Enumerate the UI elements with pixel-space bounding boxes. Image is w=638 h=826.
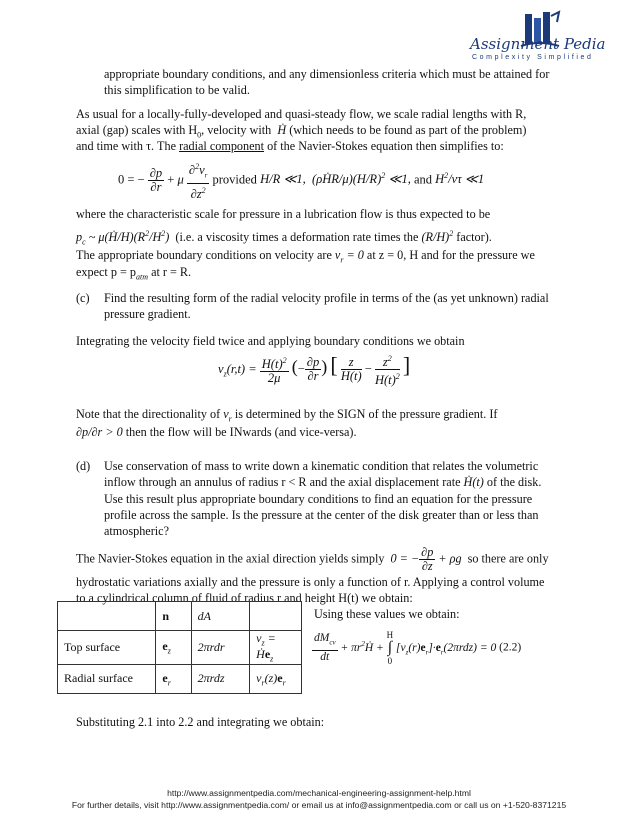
item-c-line1: Find the resulting form of the radial velocity profile in terms of the (as yet unknown) radial: [104, 291, 549, 305]
item-c-line2: pressure gradient.: [104, 307, 191, 321]
table-cell-n: $e_r$: [156, 664, 191, 693]
table-row: [58, 664, 302, 693]
table-header-cell: [250, 602, 302, 631]
table-header-cell: [58, 602, 156, 631]
para-pressure-line1: where the characteristic scale for pressure in a lubrication flow is thus expected to be: [76, 207, 491, 221]
para-ns-line3: to a cylindrical column of fluid of radius r and height H(t) we obtain:: [76, 591, 413, 605]
logo-tagline: Complexity Simplified: [472, 54, 594, 61]
logo-title: Assignment Pedia: [470, 35, 606, 53]
para-substituting: Substituting 2.1 into 2.2 and integrating we obtain:: [76, 715, 325, 729]
item-c-label: (c): [76, 291, 90, 305]
para-bc-line1: The appropriate boundary conditions on velocity are $v_r = 0$ at z = 0, H and for the pressure we: [76, 248, 535, 265]
para-intro-line1: appropriate boundary conditions, and any dimensionless criteria which must be attained for: [104, 67, 550, 81]
para-scale-line3: and time with τ. The radial component of the Navier-Stokes equation then simplifies to:: [76, 139, 504, 153]
para-note-line2: ∂p/∂r > 0 then the flow will be INwards (and vice-versa).: [76, 425, 357, 439]
para-scale-line2: axial (gap) scales with $H_0$, velocity with Ḣ (which needs to be found as part of the problem): [76, 123, 527, 140]
para-note-line1: Note that the directionality of $v_r$ is determined by the SIGN of the pressure gradient. If: [76, 407, 498, 424]
table-cell-v: $v_z$ = $Ḣe_z$: [250, 631, 302, 665]
footer-url[interactable]: http://www.assignmentpedia.com/mechanical-engineering-assignment-help.html: [167, 788, 471, 798]
para-integrating: Integrating the velocity field twice and applying boundary conditions we obtain: [76, 334, 465, 348]
table-header-da: dA: [191, 602, 250, 631]
table-cell-label: Radial surface: [58, 664, 156, 693]
table-cell-label: Top surface: [58, 631, 156, 665]
table-cell-n: $e_z$: [156, 631, 191, 665]
item-d-line3: Use this result plus appropriate boundary conditions to find an equation for the pressure: [104, 492, 533, 506]
table-cell-v: $v_r(z)e_r$: [250, 664, 302, 693]
footer-contact[interactable]: For further details, visit http://www.assignmentpedia.com/ or email us at info@assignmentpedia.com or call us on +1-520-8371215: [71, 800, 567, 810]
para-ns-line2: hydrostatic variations axially and the pressure is only a function of r. Applying a control volume: [76, 575, 545, 589]
para-using-values: Using these values we obtain:: [314, 607, 460, 621]
table-header-n: n: [156, 602, 191, 631]
para-scale-line1: As usual for a locally-fully-developed and quasi-steady flow, we scale radial lengths with R,: [76, 107, 527, 121]
table-header-row: [58, 602, 302, 631]
table-cell-da: 2πrdr: [191, 631, 250, 665]
para-bc-line2: expect $p = p_{atm}$ at r = R.: [76, 265, 192, 282]
item-d-label: (d): [76, 459, 91, 473]
control-volume-table: [57, 601, 302, 694]
item-d-line4: profile across the sample. Is the pressure at the center of the disk greater than or less than: [104, 508, 539, 522]
para-pressure-line2: $p_c$ ~ $\mu(Ḣ/H)(R^2/H^2)$ (i.e. a viscosity times a deformation rate times the $(R/H)^2$ factor).: [76, 229, 492, 247]
item-d-line5: atmospheric?: [104, 524, 169, 538]
para-intro-line2: this simplification to be valid.: [104, 83, 250, 97]
equation-velocity-profile: $v_z(r,t)$ = $\frac{H(t)^2}{2\mu}$ (− $\frac{\partial p}{\partial r}$ ) [ $\frac{z}{H(t)}$ − $\frac{z^2}{H(t)^2}$ ]: [218, 352, 411, 388]
equation-radial-ns: 0 = − $\frac{\partial p}{\partial r}$ + μ $\frac{\partial^2v_r}{\partial z^2}$ provided H/R ≪1, $(\rho ḢR/\mu)(H/R)^2$ ≪1, and $H^2/\nu\tau$ ≪1: [118, 162, 485, 201]
item-d-line2: inflow through an annulus of radius r < R and the axial displacement rate Ḣ(t) of the disk.: [104, 475, 542, 489]
equation-2-2: $\frac{dM_{cv}}{dt}$ + $\pi r^2Ḣ$ + H ∫ 0 $[v_z(r)e_r]\cdot e_r(2\pi rdz) = 0$ (2.2): [314, 630, 522, 666]
para-ns-line1: The Navier-Stokes equation in the axial direction yields simply 0 = − $\frac{\partial p}{\partial z}$ + ρg so there are only: [76, 545, 549, 573]
table-cell-da: 2πrdz: [191, 664, 250, 693]
item-d-line1: Use conservation of mass to write down a kinematic condition that relates the volumetric: [104, 459, 539, 473]
table-row: [58, 631, 302, 665]
